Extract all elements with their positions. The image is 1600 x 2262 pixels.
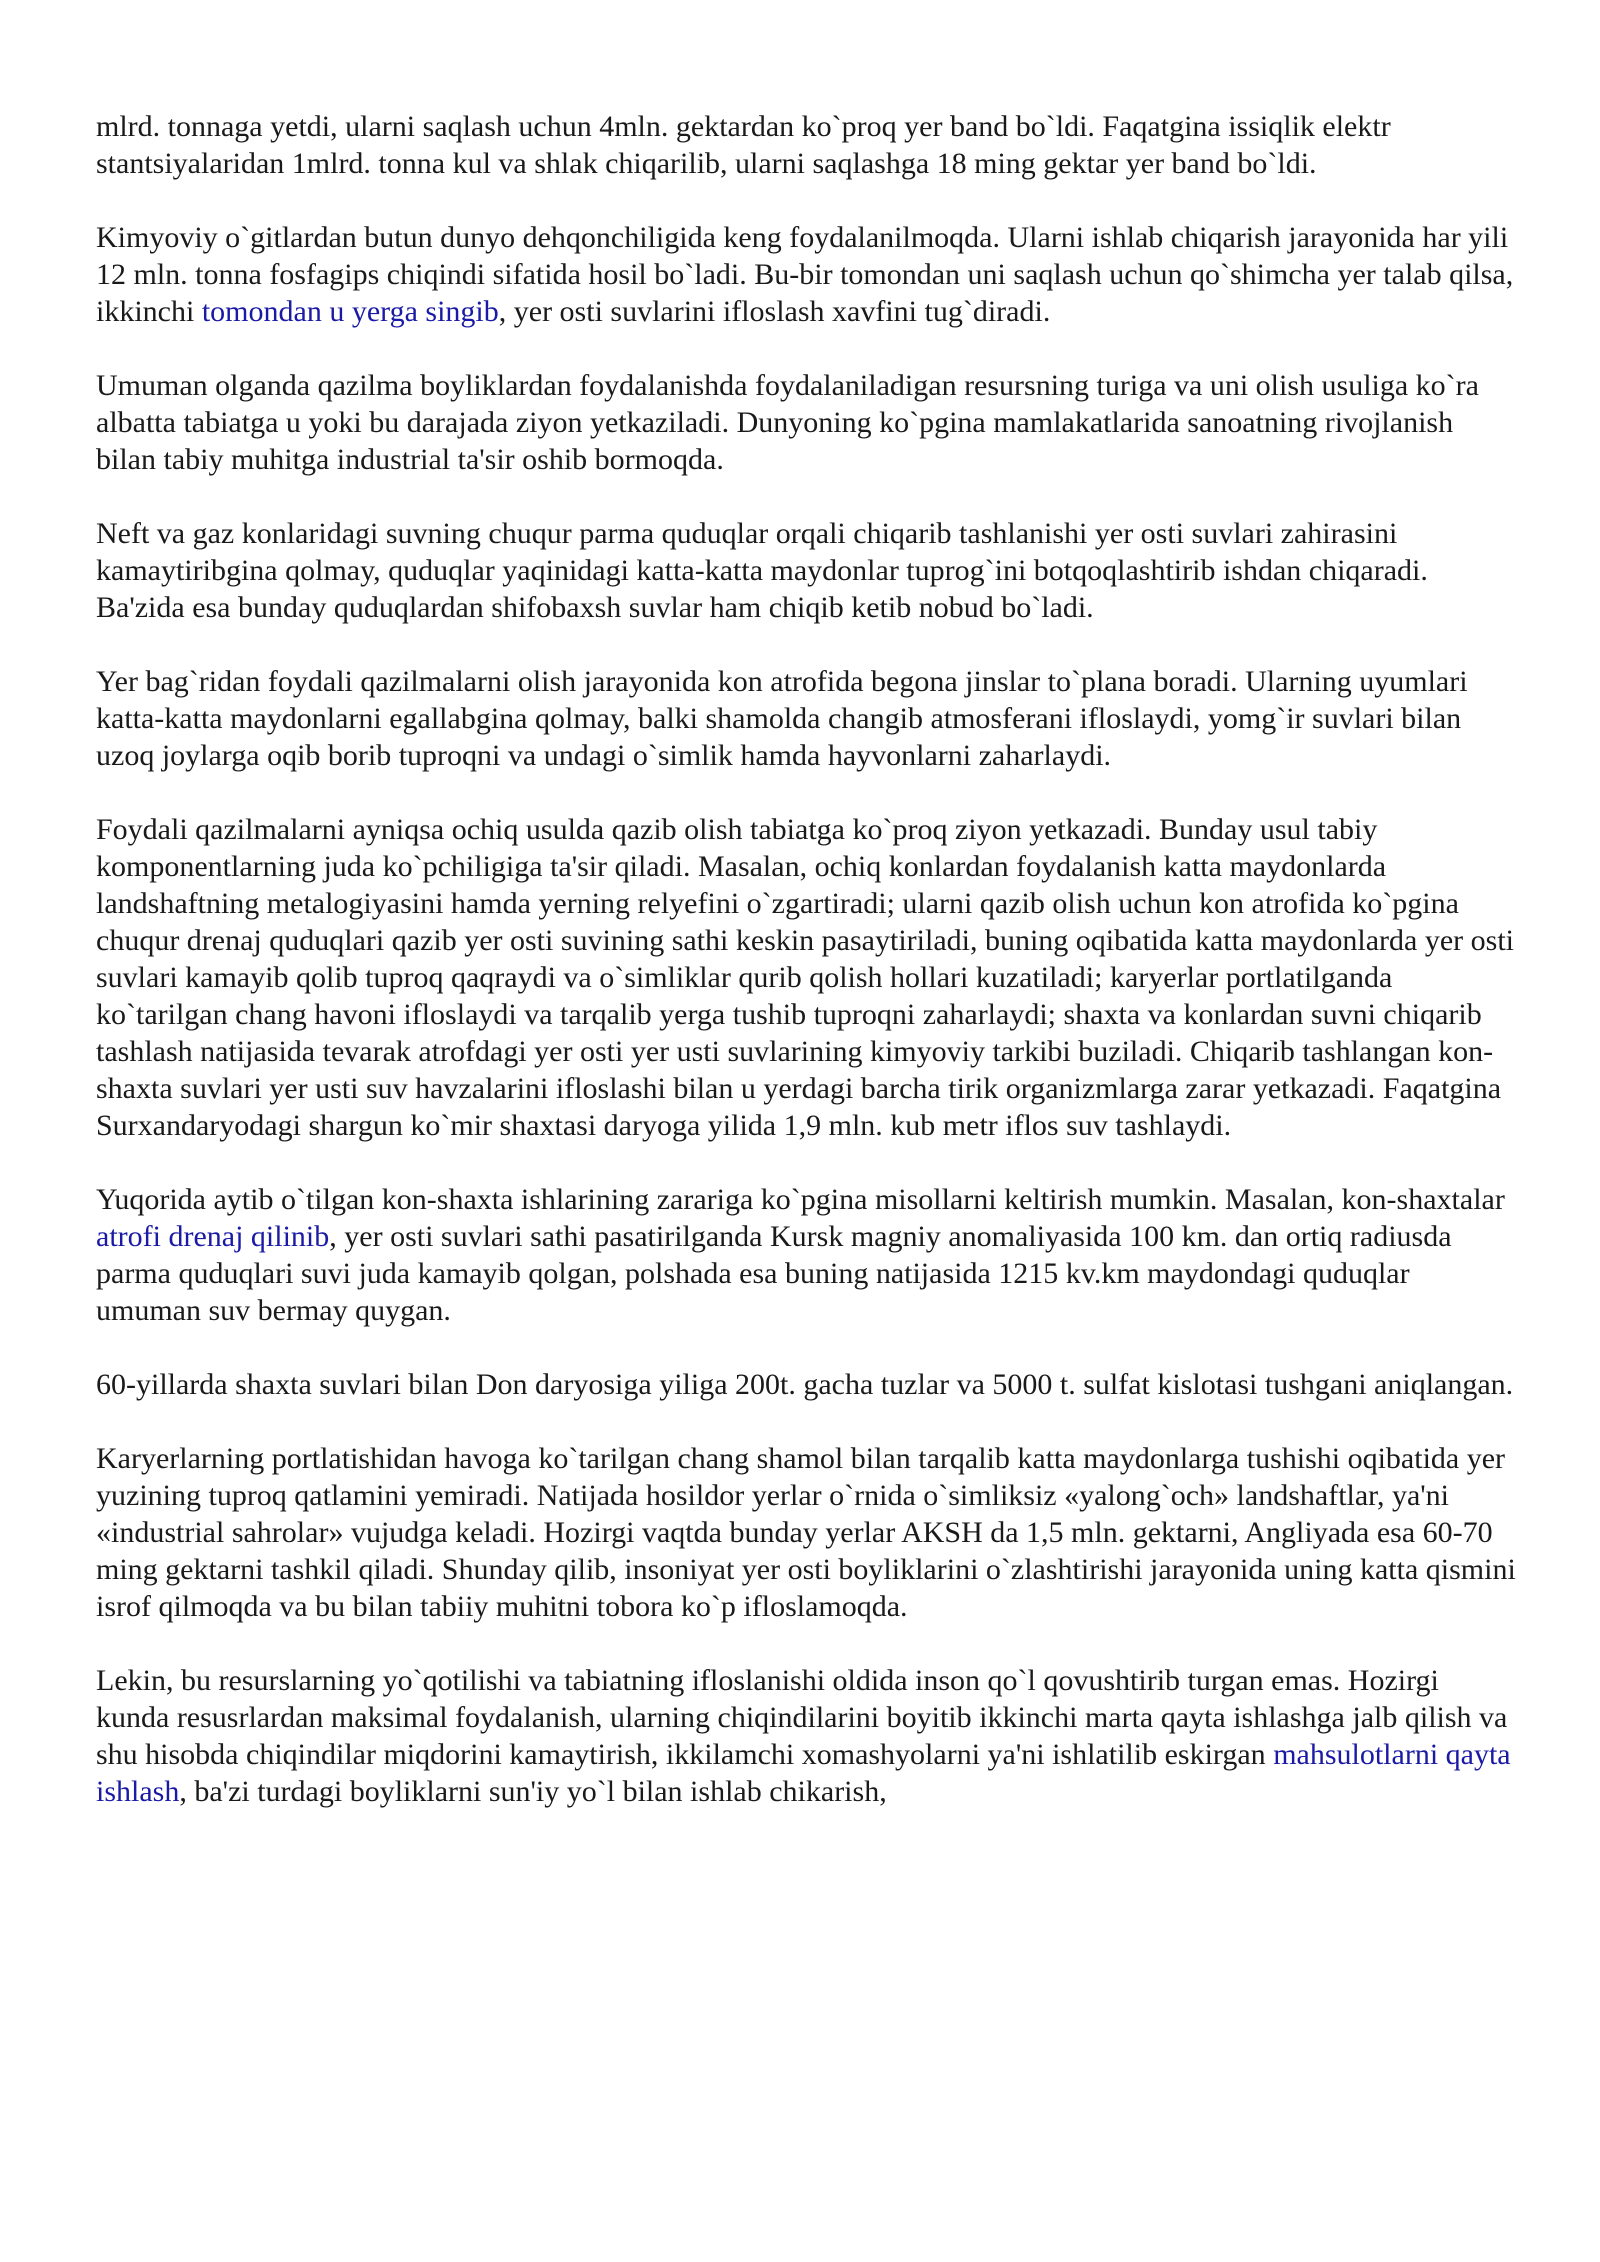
- paragraph-text: , yer osti suvlari sathi pasatirilganda Kursk magniy anomaliyasida 100 km. dan ortiq radiusda parma quduqlari suvi juda kamayib qolgan, polshada esa buning natijasida 1215 kv.km maydondagi quduqlar umuman suv bermay quygan.: [96, 1220, 1452, 1327]
- paragraph-text: , yer osti suvlarini ifloslash xavfini tug`diradi.: [498, 295, 1051, 328]
- paragraph-text: Karyerlarning portlatishidan havoga ko`tarilgan chang shamol bilan tarqalib katta maydonlarga tushishi oqibatida yer yuzining tuproq qatlamini yemiradi. Natijada hosildor yerlar o`rnida o`simliksiz «yalong`och» landshaftlar, ya'ni «industrial sahrolar» vujudga keladi. Hozirgi vaqtda bunday yerlar AKSH da 1,5 mln. gektarni, Angliyada esa 60-70 ming gektarni tashkil qiladi. Shunday qilib, insoniyat yer osti boyliklarini o`zlashtirishi jarayonida uning katta qismini isrof qilmoqda va bu bilan tabiiy muhitni tobora ko`p ifloslamoqda.: [96, 1442, 1516, 1623]
- paragraph-text: Foydali qazilmalarni ayniqsa ochiq usulda qazib olish tabiatga ko`proq ziyon yetkazadi. Bunday usul tabiy komponentlarning juda ko`pchiligiga ta'sir qiladi. Masalan, ochiq konlardan foydalanish katta maydonlarda landshaftning metalogiyasini hamda yerning relyefini o`zgartiradi; ularni qazib olish uchun kon atrofida ko`pgina chuqur drenaj quduqlari qazib yer osti suvining sathi keskin pasaytiriladi, buning oqibatida katta maydonlarda yer osti suvlari kamayib qolib tuproq qaqraydi va o`simliklar qurib qolish hollari kuzatiladi; karyerlar portlatilganda ko`tarilgan chang havoni ifloslaydi va tarqalib yerga tushib tuproqni zaharlaydi; shaxta va konlardan suvni chiqarib tashlash natijasida tevarak atrofdagi yer osti yer usti suvlarining kimyoviy tarkibi buziladi. Chiqarib tashlangan kon-shaxta suvlari yer usti suv havzalarini ifloslashi bilan u yerdagi barcha tirik organizmlarga zarar yetkazadi. Faqatgina Surxandaryodagi shargun ko`mir shaxtasi daryoga yilida 1,9 mln. kub metr iflos suv tashlaydi.: [96, 813, 1514, 1142]
- paragraph-4: [96, 515, 1516, 626]
- paragraph-text: Lekin, bu resurslarning yo`qotilishi va tabiatning ifloslanishi oldida inson qo`l qovushtirib turgan emas. Hozirgi kunda resusrlardan maksimal foydalanish, ularning chiqindilarini boyitib ikkinchi marta qayta ishlashga jalb qilish va shu hisobda chiqindilar miqdorini kamaytirish, ikkilamchi xomashyolarni ya'ni ishlatilib eskirgan: [96, 1664, 1508, 1771]
- paragraph-3: [96, 367, 1516, 478]
- paragraph-text: mlrd. tonnaga yetdi, ularni saqlash uchun 4mln. gektardan ko`proq yer band bo`ldi. Faqatgina issiqlik elektr stantsiyalaridan 1mlrd. tonna kul va shlak chiqarilib, ularni saqlashga 18 ming gektar yer band bo`ldi.: [96, 110, 1391, 180]
- link-mahsulotlarni-qayta-ishlash[interactable]: mahsulotlarni qayta ishlash: [96, 1738, 1511, 1808]
- paragraph-7: [96, 1181, 1516, 1329]
- link-atrofi-drenaj-qilinib[interactable]: atrofi drenaj qilinib: [96, 1220, 330, 1253]
- paragraph-1: [96, 108, 1516, 182]
- document-page: [96, 108, 1516, 1847]
- paragraph-8: [96, 1366, 1516, 1403]
- paragraph-10: [96, 1662, 1516, 1810]
- paragraph-6: [96, 811, 1516, 1144]
- paragraph-text: Umuman olganda qazilma boyliklardan foydalanishda foydalaniladigan resursning turiga va uni olish usuliga ko`ra albatta tabiatga u yoki bu darajada ziyon yetkaziladi. Dunyoning ko`pgina mamlakatlarida sanoatning rivojlanish bilan tabiy muhitga industrial ta'sir oshib bormoqda.: [96, 369, 1479, 476]
- paragraph-text: Neft va gaz konlaridagi suvning chuqur parma quduqlar orqali chiqarib tashlanishi yer osti suvlari zahirasini kamaytiribgina qolmay, quduqlar yaqinidagi katta-katta maydonlar tuprog`ini botqoqlashtirib ishdan chiqaradi. Ba'zida esa bunday quduqlardan shifobaxsh suvlar ham chiqib ketib nobud bo`ladi.: [96, 517, 1428, 624]
- paragraph-text: Yer bag`ridan foydali qazilmalarni olish jarayonida kon atrofida begona jinslar to`plana boradi. Ularning uyumlari katta-katta maydonlarni egallabgina qolmay, balki shamolda changib atmosferani ifloslaydi, yomg`ir suvlari bilan uzoq joylarga oqib borib tuproqni va undagi o`simlik hamda hayvonlarni zaharlaydi.: [96, 665, 1468, 772]
- link-tomondan-u-yerga-singib[interactable]: tomondan u yerga singib: [201, 295, 499, 328]
- paragraph-text: 60-yillarda shaxta suvlari bilan Don daryosiga yiliga 200t. gacha tuzlar va 5000 t. sulfat kislotasi tushgani aniqlangan.: [96, 1368, 1514, 1401]
- paragraph-text: Yuqorida aytib o`tilgan kon-shaxta ishlarining zarariga ko`pgina misollarni keltirish mumkin. Masalan, kon-shaxtalar: [96, 1183, 1505, 1216]
- paragraph-2: [96, 219, 1516, 330]
- paragraph-9: [96, 1440, 1516, 1625]
- paragraph-5: [96, 663, 1516, 774]
- paragraph-text: , ba'zi turdagi boyliklarni sun'iy yo`l bilan ishlab chikarish,: [179, 1775, 887, 1808]
- paragraph-text: Kimyoviy o`gitlardan butun dunyo dehqonchiligida keng foydalanilmoqda. Ularni ishlab chiqarish jarayonida har yili 12 mln. tonna fosfagips chiqindi sifatida hosil bo`ladi. Bu-bir tomondan uni saqlash uchun qo`shimcha yer talab qilsa, ikkinchi: [96, 221, 1514, 328]
